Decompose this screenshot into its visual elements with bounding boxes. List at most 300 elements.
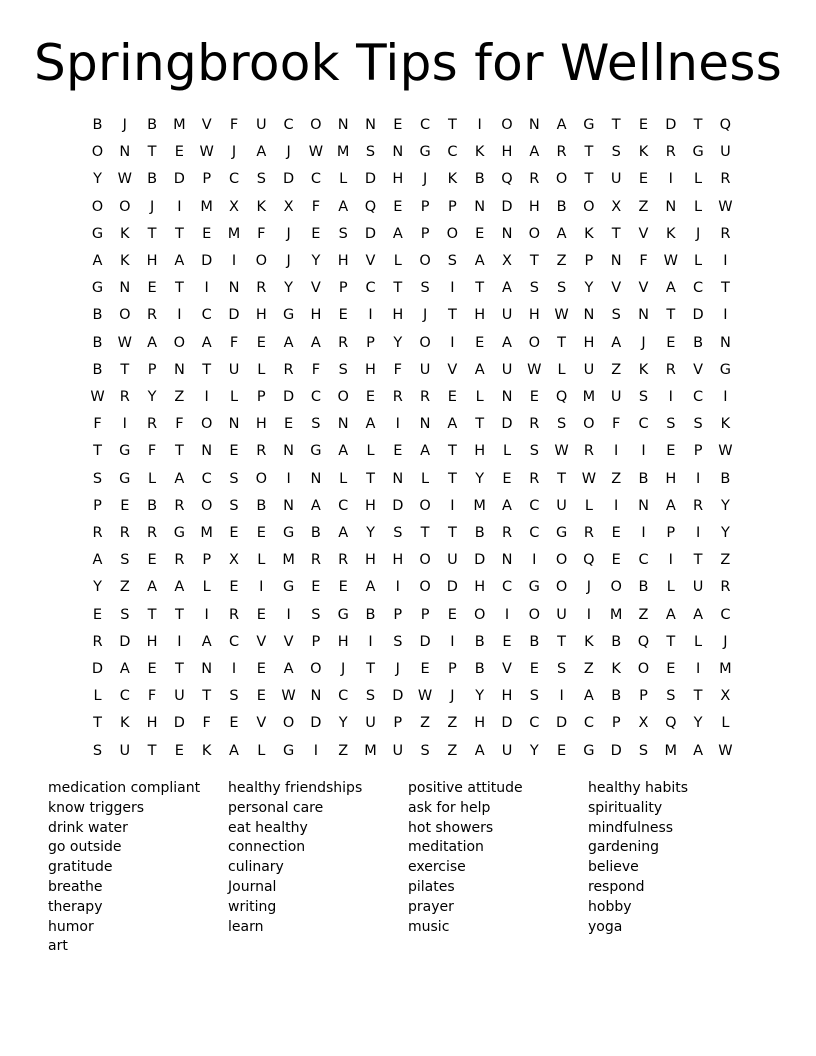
grid-letter: U bbox=[610, 389, 622, 405]
grid-letter: D bbox=[665, 117, 677, 133]
word-list-item: exercise bbox=[408, 859, 466, 876]
grid-letter: C bbox=[119, 688, 130, 705]
grid-letter: N bbox=[228, 416, 240, 433]
grid-letter: H bbox=[365, 552, 376, 569]
grid-letter: L bbox=[339, 470, 348, 487]
grid-letter: N bbox=[310, 688, 322, 705]
grid-row bbox=[84, 139, 739, 166]
grid-letter: W bbox=[581, 470, 597, 487]
grid-letter: A bbox=[502, 280, 512, 297]
grid-letter: G bbox=[528, 579, 540, 596]
word-list-item: mindfulness bbox=[588, 819, 674, 836]
grid-letter: A bbox=[665, 280, 676, 297]
grid-letter: I bbox=[122, 416, 127, 433]
grid-letter: P bbox=[147, 361, 157, 378]
grid-letter: J bbox=[422, 171, 428, 188]
grid-letter: O bbox=[555, 171, 568, 188]
grid-letter: T bbox=[147, 606, 157, 623]
grid-letter: H bbox=[255, 307, 267, 324]
grid-letter: A bbox=[529, 144, 540, 161]
grid-letter: T bbox=[557, 633, 567, 650]
grid-letter: V bbox=[447, 361, 458, 378]
grid-letter: A bbox=[611, 334, 622, 351]
grid-letter: I bbox=[695, 525, 701, 541]
grid-letter: A bbox=[174, 253, 185, 269]
grid-letter: T bbox=[611, 117, 621, 133]
grid-letter: T bbox=[693, 688, 703, 705]
grid-letter: R bbox=[583, 525, 594, 541]
word-list-item: healthy habits bbox=[588, 780, 689, 796]
grid-letter: O bbox=[255, 253, 267, 269]
grid-letter: U bbox=[583, 361, 595, 378]
grid-letter: U bbox=[447, 552, 458, 569]
grid-letter: S bbox=[120, 552, 130, 569]
grid-letter: N bbox=[528, 117, 540, 133]
grid-letter: U bbox=[556, 497, 567, 514]
grid-letter: D bbox=[364, 171, 377, 188]
grid-letter: A bbox=[365, 579, 376, 596]
grid-letter: I bbox=[668, 552, 673, 569]
grid-letter: R bbox=[147, 525, 158, 541]
grid-letter: J bbox=[450, 688, 455, 705]
grid-letter: S bbox=[365, 144, 376, 161]
grid-letter: R bbox=[92, 633, 103, 650]
grid-letter: Q bbox=[501, 171, 513, 188]
grid-letter: Z bbox=[447, 742, 458, 759]
grid-letter: E bbox=[393, 117, 403, 133]
grid-letter: Y bbox=[93, 579, 102, 596]
grid-letter: N bbox=[337, 117, 349, 133]
grid-letter: S bbox=[611, 307, 621, 324]
grid-letter: T bbox=[611, 225, 621, 242]
grid-letter: U bbox=[610, 171, 622, 188]
grid-letter: V bbox=[693, 361, 704, 378]
grid-letter: S bbox=[638, 389, 649, 405]
grid-letter: U bbox=[119, 742, 131, 759]
grid-letter: L bbox=[694, 253, 703, 269]
grid-letter: C bbox=[638, 416, 649, 433]
grid-row bbox=[84, 602, 739, 629]
grid-letter: S bbox=[92, 742, 103, 759]
grid-letter: S bbox=[393, 633, 403, 650]
grid-letter: O bbox=[200, 497, 213, 514]
grid-letter: N bbox=[119, 280, 131, 297]
grid-letter: A bbox=[502, 497, 512, 514]
grid-letter: E bbox=[475, 334, 485, 351]
grid-letter: G bbox=[282, 525, 295, 541]
grid-letter: C bbox=[501, 579, 513, 596]
grid-letter: B bbox=[92, 117, 103, 133]
grid-letter: T bbox=[366, 470, 375, 487]
grid-letter: F bbox=[612, 416, 621, 433]
grid-letter: K bbox=[584, 633, 594, 650]
grid-letter: T bbox=[693, 552, 703, 569]
grid-letter: L bbox=[502, 443, 512, 460]
grid-letter: O bbox=[91, 198, 104, 215]
word-list-item: humor bbox=[48, 918, 94, 935]
grid-letter: X bbox=[502, 253, 512, 269]
grid-letter: E bbox=[284, 416, 294, 433]
grid-letter: L bbox=[257, 552, 266, 569]
grid-letter: L bbox=[557, 361, 566, 378]
grid-letter: T bbox=[447, 443, 457, 460]
grid-letter: R bbox=[174, 497, 185, 514]
grid-letter: U bbox=[392, 742, 404, 759]
grid-letter: G bbox=[310, 443, 322, 460]
grid-letter: H bbox=[146, 253, 158, 269]
word-list-item: pilates bbox=[408, 878, 455, 895]
grid-letter: R bbox=[501, 525, 513, 541]
grid-letter: S bbox=[338, 361, 348, 378]
grid-letter: K bbox=[447, 171, 458, 188]
grid-letter: C bbox=[283, 117, 294, 133]
grid-letter: N bbox=[665, 198, 677, 215]
grid-letter: Z bbox=[174, 389, 185, 405]
grid-letter: R bbox=[310, 552, 321, 569]
grid-letter: E bbox=[611, 525, 621, 541]
grid-letter: P bbox=[611, 715, 621, 732]
grid-letter: D bbox=[501, 715, 513, 732]
grid-letter: E bbox=[638, 171, 649, 188]
word-list-column bbox=[408, 779, 588, 937]
grid-letter: I bbox=[395, 579, 400, 596]
grid-letter: G bbox=[719, 361, 732, 378]
grid-letter: R bbox=[338, 334, 349, 351]
grid-letter: G bbox=[91, 225, 104, 242]
grid-letter: D bbox=[501, 198, 513, 215]
grid-letter: T bbox=[584, 144, 594, 161]
grid-letter: F bbox=[202, 715, 211, 732]
grid-letter: V bbox=[201, 117, 212, 133]
grid-letter: E bbox=[338, 579, 348, 596]
word-list-item: ask for help bbox=[408, 799, 491, 816]
grid-letter: H bbox=[528, 198, 540, 215]
grid-letter: B bbox=[92, 361, 103, 378]
grid-letter: R bbox=[665, 144, 676, 161]
grid-letter: S bbox=[420, 280, 430, 297]
grid-letter: T bbox=[666, 633, 676, 650]
grid-letter: F bbox=[257, 225, 266, 242]
grid-letter: N bbox=[419, 416, 431, 433]
grid-letter: E bbox=[229, 715, 239, 732]
grid-letter: S bbox=[229, 688, 239, 705]
grid-letter: C bbox=[529, 525, 540, 541]
grid-letter: F bbox=[229, 117, 239, 133]
grid-letter: Y bbox=[393, 334, 403, 351]
grid-letter: I bbox=[177, 307, 182, 324]
grid-letter: N bbox=[638, 307, 649, 324]
grid-letter: P bbox=[338, 280, 348, 297]
grid-letter: Y bbox=[475, 470, 485, 487]
grid-letter: I bbox=[231, 661, 237, 677]
grid-letter: D bbox=[610, 742, 622, 759]
grid-letter: J bbox=[231, 144, 237, 161]
grid-letter: K bbox=[638, 144, 649, 161]
grid-letter: D bbox=[692, 307, 704, 324]
grid-letter: H bbox=[365, 497, 376, 514]
grid-letter: T bbox=[174, 225, 184, 242]
grid-letter: L bbox=[339, 171, 348, 188]
grid-letter: P bbox=[420, 225, 430, 242]
grid-letter: M bbox=[364, 742, 377, 759]
grid-letter: A bbox=[447, 416, 458, 433]
grid-letter: R bbox=[583, 443, 594, 460]
grid-row bbox=[84, 194, 739, 221]
grid-letter: S bbox=[529, 280, 539, 297]
grid-letter: T bbox=[366, 661, 375, 677]
grid-letter: T bbox=[147, 742, 157, 759]
grid-letter: B bbox=[474, 525, 485, 541]
grid-letter: B bbox=[147, 497, 158, 514]
grid-letter: T bbox=[93, 715, 102, 732]
grid-letter: D bbox=[283, 171, 295, 188]
grid-letter: A bbox=[474, 361, 485, 378]
grid-letter: W bbox=[117, 334, 132, 351]
grid-letter: U bbox=[720, 144, 731, 161]
grid-letter: E bbox=[147, 552, 157, 569]
grid-letter: G bbox=[692, 144, 704, 161]
grid-letter: I bbox=[286, 606, 291, 623]
grid-letter: D bbox=[173, 171, 185, 188]
grid-letter: H bbox=[474, 715, 486, 732]
grid-letter: F bbox=[311, 198, 321, 215]
grid-letter: A bbox=[201, 334, 212, 351]
grid-letter: E bbox=[256, 606, 266, 623]
grid-letter: Z bbox=[583, 661, 594, 677]
grid-letter: T bbox=[447, 307, 457, 324]
grid-letter: P bbox=[693, 443, 703, 460]
grid-letter: C bbox=[228, 633, 240, 650]
grid-letter: A bbox=[147, 334, 158, 351]
grid-letter: A bbox=[665, 606, 676, 623]
grid-letter: M bbox=[282, 552, 295, 569]
grid-letter: K bbox=[120, 253, 130, 269]
grid-letter: S bbox=[611, 144, 621, 161]
grid-letter: D bbox=[419, 633, 431, 650]
grid-letter: R bbox=[147, 307, 158, 324]
grid-letter: J bbox=[641, 334, 646, 351]
grid-letter: N bbox=[719, 334, 731, 351]
grid-row bbox=[84, 302, 739, 329]
grid-letter: D bbox=[556, 715, 568, 732]
grid-letter: W bbox=[90, 389, 105, 405]
grid-letter: C bbox=[365, 280, 376, 297]
grid-letter: A bbox=[283, 334, 294, 351]
grid-letter: D bbox=[392, 688, 404, 705]
grid-letter: C bbox=[529, 497, 540, 514]
grid-letter: I bbox=[614, 497, 619, 514]
grid-letter: P bbox=[366, 334, 375, 351]
grid-letter: W bbox=[527, 361, 542, 378]
grid-letter: A bbox=[583, 688, 594, 705]
grid-letter: T bbox=[393, 280, 403, 297]
grid-letter: E bbox=[256, 688, 266, 705]
grid-letter: D bbox=[228, 307, 240, 324]
grid-letter: W bbox=[554, 307, 569, 324]
grid-letter: T bbox=[557, 334, 567, 351]
grid-letter: G bbox=[583, 742, 595, 759]
grid-letter: E bbox=[256, 525, 266, 541]
word-list-item: breathe bbox=[48, 878, 103, 895]
grid-row bbox=[84, 330, 739, 357]
grid-letter: N bbox=[474, 198, 486, 215]
grid-letter: V bbox=[502, 661, 512, 677]
grid-letter: S bbox=[92, 470, 103, 487]
grid-letter: R bbox=[720, 225, 731, 242]
word-list-item: music bbox=[408, 918, 450, 935]
grid-letter: G bbox=[337, 606, 349, 623]
grid-letter: A bbox=[474, 742, 485, 759]
grid-letter: K bbox=[256, 198, 267, 215]
grid-letter: A bbox=[338, 525, 349, 541]
grid-letter: H bbox=[310, 307, 322, 324]
grid-letter: Y bbox=[584, 280, 594, 297]
grid-letter: O bbox=[200, 416, 213, 433]
grid-row bbox=[84, 221, 739, 248]
grid-letter: Q bbox=[719, 117, 732, 133]
grid-letter: A bbox=[693, 742, 704, 759]
grid-letter: C bbox=[201, 470, 212, 487]
grid-letter: O bbox=[282, 715, 295, 732]
grid-letter: A bbox=[229, 742, 239, 759]
grid-letter: M bbox=[582, 389, 596, 405]
grid-letter: O bbox=[173, 334, 186, 351]
grid-letter: E bbox=[256, 661, 266, 677]
grid-letter: A bbox=[92, 253, 103, 269]
grid-letter: P bbox=[420, 606, 430, 623]
grid-letter: T bbox=[557, 470, 567, 487]
grid-letter: U bbox=[255, 117, 267, 133]
grid-letter: B bbox=[474, 633, 485, 650]
grid-letter: A bbox=[174, 579, 185, 596]
grid-letter: R bbox=[283, 361, 294, 378]
grid-letter: C bbox=[447, 144, 458, 161]
grid-row bbox=[84, 520, 739, 547]
grid-letter: E bbox=[611, 552, 621, 569]
grid-letter: A bbox=[365, 416, 376, 433]
grid-row bbox=[84, 493, 739, 520]
word-list-item: hot showers bbox=[408, 819, 494, 836]
grid-letter: R bbox=[529, 416, 540, 433]
word-list-column bbox=[588, 779, 768, 937]
grid-letter: I bbox=[668, 171, 673, 188]
grid-letter: T bbox=[720, 280, 730, 297]
grid-letter: I bbox=[313, 742, 319, 759]
grid-letter: B bbox=[92, 334, 103, 351]
grid-letter: I bbox=[450, 633, 455, 650]
grid-letter: E bbox=[147, 661, 157, 677]
word-list-item: go outside bbox=[48, 839, 122, 856]
grid-letter: R bbox=[256, 280, 267, 297]
grid-letter: F bbox=[393, 361, 402, 378]
grid-letter: D bbox=[91, 661, 104, 677]
word-list-item: writing bbox=[228, 898, 277, 915]
grid-letter: H bbox=[583, 334, 595, 351]
grid-letter: I bbox=[504, 606, 510, 623]
grid-letter: E bbox=[174, 144, 184, 161]
grid-letter: C bbox=[201, 307, 212, 324]
grid-letter: K bbox=[584, 225, 594, 242]
grid-letter: X bbox=[720, 688, 731, 705]
grid-letter: D bbox=[283, 389, 295, 405]
grid-letter: O bbox=[583, 416, 595, 433]
grid-letter: P bbox=[420, 198, 430, 215]
grid-letter: R bbox=[556, 144, 567, 161]
grid-letter: D bbox=[310, 715, 322, 732]
grid-letter: G bbox=[555, 525, 568, 541]
grid-letter: I bbox=[586, 606, 592, 623]
grid-letter: E bbox=[638, 117, 649, 133]
grid-letter: I bbox=[695, 661, 701, 677]
word-list-item: hobby bbox=[588, 898, 632, 915]
grid-letter: R bbox=[92, 525, 103, 541]
grid-letter: X bbox=[283, 198, 294, 215]
grid-letter: W bbox=[199, 144, 214, 161]
grid-letter: W bbox=[117, 171, 132, 188]
grid-letter: R bbox=[119, 525, 130, 541]
grid-letter: Q bbox=[555, 389, 568, 405]
grid-letter: T bbox=[693, 117, 703, 133]
grid-letter: A bbox=[338, 198, 349, 215]
word-list-item: therapy bbox=[48, 898, 103, 915]
grid-letter: A bbox=[201, 633, 212, 650]
grid-letter: S bbox=[447, 253, 457, 269]
grid-letter: L bbox=[694, 633, 703, 650]
word-list-column bbox=[48, 779, 228, 957]
grid-letter: P bbox=[448, 198, 457, 215]
grid-letter: F bbox=[147, 443, 157, 460]
grid-letter: Z bbox=[611, 470, 622, 487]
grid-letter: Y bbox=[693, 715, 703, 732]
grid-letter: S bbox=[256, 171, 266, 188]
grid-letter: M bbox=[227, 225, 241, 242]
grid-letter: E bbox=[447, 389, 457, 405]
grid-letter: S bbox=[229, 470, 239, 487]
grid-letter: X bbox=[229, 198, 239, 215]
grid-letter: N bbox=[173, 361, 185, 378]
grid-letter: I bbox=[723, 253, 728, 269]
grid-letter: W bbox=[718, 198, 733, 215]
grid-letter: F bbox=[147, 688, 157, 705]
word-list-item: meditation bbox=[408, 839, 484, 856]
grid-letter: O bbox=[637, 661, 650, 677]
grid-row bbox=[84, 357, 739, 384]
grid-letter: Y bbox=[311, 253, 321, 269]
grid-letter: W bbox=[308, 144, 324, 161]
grid-row bbox=[84, 629, 739, 656]
word-list-item: spirituality bbox=[588, 799, 663, 816]
grid-row bbox=[84, 275, 739, 302]
grid-letter: N bbox=[501, 552, 513, 569]
grid-letter: T bbox=[174, 661, 184, 677]
grid-letter: Z bbox=[638, 198, 649, 215]
word-list-item: respond bbox=[588, 878, 645, 895]
grid-letter: I bbox=[395, 416, 400, 433]
grid-letter: R bbox=[665, 361, 676, 378]
grid-letter: I bbox=[641, 443, 646, 460]
grid-letter: H bbox=[474, 579, 486, 596]
grid-letter: C bbox=[529, 715, 540, 732]
grid-letter: L bbox=[584, 497, 593, 514]
grid-letter: E bbox=[393, 198, 403, 215]
grid-letter: S bbox=[666, 688, 676, 705]
grid-letter: E bbox=[147, 280, 157, 297]
grid-letter: B bbox=[92, 307, 103, 324]
grid-letter: B bbox=[147, 171, 158, 188]
grid-letter: L bbox=[257, 361, 266, 378]
grid-letter: P bbox=[584, 253, 594, 269]
grid-letter: W bbox=[718, 443, 733, 460]
